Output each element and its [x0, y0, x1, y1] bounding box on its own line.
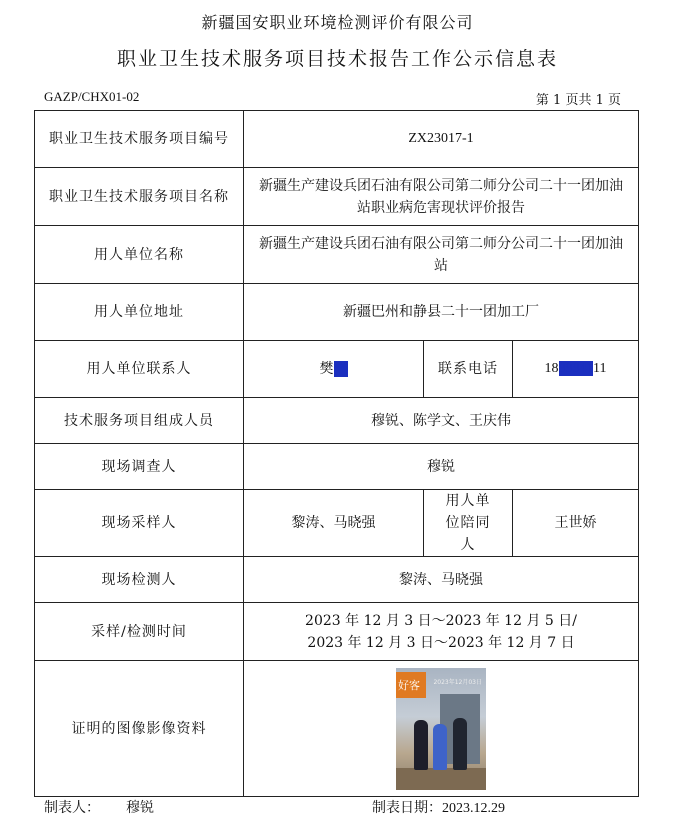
label-investigator: 现场调查人 — [35, 444, 244, 490]
redaction-block: 99941 — [558, 361, 593, 376]
date-value: 2023.12.29 — [442, 801, 505, 816]
value-image — [244, 661, 639, 797]
value-project-name: 新疆生产建设兵团石油有限公司第二师分公司二十一团加油站职业病危害现状评价报告 — [244, 168, 639, 226]
contact-name-visible: 樊 — [319, 361, 334, 377]
row-time — [35, 603, 639, 661]
row-sampler — [35, 490, 639, 557]
value-escort: 王世娇 — [513, 490, 639, 557]
maker-label: 制表人： — [44, 800, 100, 816]
evidence-photo — [396, 668, 486, 790]
row-team — [35, 398, 639, 444]
label-image: 证明的图像影像资料 — [35, 661, 244, 797]
value-tester: 黎涛、马晓强 — [244, 557, 639, 603]
photo-person — [414, 720, 428, 770]
row-investigator — [35, 444, 639, 490]
photo-person — [453, 718, 467, 770]
photo-person — [433, 724, 447, 770]
row-project-no — [35, 111, 639, 168]
date-label: 制表日期： — [372, 800, 442, 816]
value-team: 穆锐、陈学文、王庆伟 — [244, 398, 639, 444]
label-employer-address: 用人单位地址 — [35, 284, 244, 341]
info-table — [34, 110, 639, 797]
label-phone: 联系电话 — [424, 341, 513, 398]
row-employer-name — [35, 226, 639, 284]
row-image — [35, 661, 639, 797]
redaction-block: ** — [333, 361, 348, 377]
company-name: 新疆国安职业环境检测评价有限公司 — [201, 13, 474, 32]
photo-sign — [396, 672, 426, 698]
value-investigator: 穆锐 — [244, 444, 639, 490]
row-tester — [35, 557, 639, 603]
row-project-name — [35, 168, 639, 226]
label-team: 技术服务项目组成人员 — [35, 398, 244, 444]
value-contact-name — [244, 341, 424, 398]
row-employer-address — [35, 284, 639, 341]
time-line-1: 2023 年 12 月 3 日～2023 年 12 月 5 日/ — [305, 612, 577, 629]
maker-name: 穆锐 — [126, 800, 154, 816]
value-time — [244, 603, 639, 661]
value-phone — [513, 341, 639, 398]
value-sampler: 黎涛、马晓强 — [244, 490, 424, 557]
value-employer-address: 新疆巴州和静县二十一团加工厂 — [244, 284, 639, 341]
photo-floor — [396, 768, 486, 790]
label-escort: 用人单位陪同人 — [424, 490, 513, 557]
value-employer-name: 新疆生产建设兵团石油有限公司第二师分公司二十一团加油站 — [244, 226, 639, 284]
label-sampler: 现场采样人 — [35, 490, 244, 557]
time-line-2: 2023 年 12 月 3 日～2023 年 12 月 7 日 — [307, 634, 575, 651]
phone-prefix: 18 — [544, 361, 559, 376]
footer-date — [372, 797, 505, 817]
value-project-no: ZX23017-1 — [244, 111, 639, 168]
doc-code: GAZP/CHX01-02 — [44, 89, 140, 104]
label-project-name: 职业卫生技术服务项目名称 — [35, 168, 244, 226]
label-project-no: 职业卫生技术服务项目编号 — [35, 111, 244, 168]
phone-suffix: 11 — [593, 361, 607, 376]
photo-sign-text: 好客 — [398, 678, 420, 692]
row-contact — [35, 341, 639, 398]
page-title: 职业卫生技术服务项目技术报告工作公示信息表 — [116, 48, 558, 70]
label-time: 采样/检测时间 — [35, 603, 244, 661]
footer-maker — [44, 797, 154, 817]
label-contact: 用人单位联系人 — [35, 341, 244, 398]
label-employer-name: 用人单位名称 — [35, 226, 244, 284]
photo-timestamp: 2023年12月03日 — [433, 678, 482, 686]
label-tester: 现场检测人 — [35, 557, 244, 603]
page-info: 第 1 页共 1 页 — [535, 93, 621, 108]
